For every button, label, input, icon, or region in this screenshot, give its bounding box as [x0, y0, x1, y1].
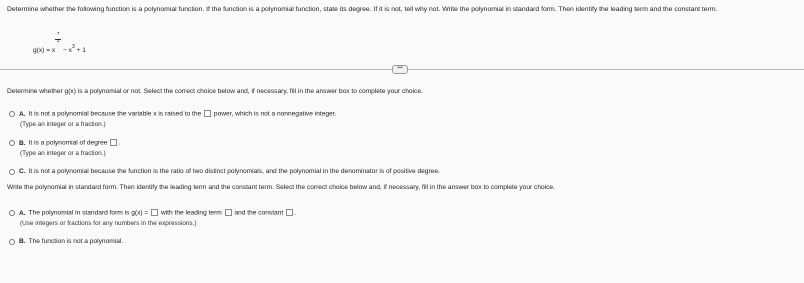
part2-option-a[interactable] — [19, 209, 296, 217]
option-text-after: power, which is not a nonnegative integer. — [213, 110, 337, 118]
part2-option-b-radio[interactable] — [9, 239, 15, 245]
part1-option-c[interactable] — [19, 168, 440, 175]
part1-option-b-radio[interactable] — [9, 140, 15, 146]
option-letter: A. — [19, 209, 26, 217]
option-text-after: . — [118, 139, 121, 147]
part2-option-b[interactable] — [19, 238, 123, 245]
constant-term-answer-box[interactable] — [286, 209, 293, 216]
option-text: It is not a polynomial because the variable x is raised to the — [28, 110, 202, 118]
option-text-end: . — [294, 209, 296, 217]
part2-option-a-hint: (Use integers or fractions for any numbers in the expressions.) — [20, 220, 197, 227]
part1-option-b-hint: (Type an integer or a fraction.) — [20, 150, 106, 157]
function-expression — [33, 32, 86, 54]
part1-option-a-radio[interactable] — [9, 111, 15, 117]
option-text: It is not a polynomial because the function is the ratio of two distinct polynomials, and the polynomial in the denominator is of positive degree. — [28, 168, 440, 175]
option-letter: A. — [19, 110, 26, 118]
part1-option-a[interactable] — [19, 110, 336, 118]
option-text: The polynomial in standard form is g(x) = — [28, 209, 149, 217]
function-tail: + 1 — [74, 47, 86, 54]
option-letter: B. — [19, 139, 26, 147]
standard-form-answer-box[interactable] — [151, 209, 158, 216]
option-text: It is a polynomial of degree — [28, 139, 108, 147]
part1-option-b[interactable] — [19, 139, 120, 147]
exponent-numerator: 7 — [56, 32, 60, 37]
leading-term-answer-box[interactable] — [225, 209, 232, 216]
fractional-exponent — [55, 32, 61, 46]
exponent-answer-box[interactable] — [204, 110, 211, 117]
option-text: The function is not a polynomial. — [28, 238, 124, 245]
option-text-leading: with the leading term — [160, 209, 222, 217]
part2-prompt: Write the polynomial in standard form. Then identify the leading term and the constant term. Select the correct choice below and, if necessary, fill in the answer box to complete your choice. — [7, 184, 555, 191]
part1-option-c-radio[interactable] — [9, 169, 15, 175]
function-lhs: g(x) = x — [33, 47, 56, 54]
question-intro: Determine whether the following function is a polynomial function. If the function is a polynomial function, state its degree. If it is not, tell why not. Write the polynomial in standard form. Then identify the leading term and the constant term. — [7, 6, 718, 13]
part2-option-a-radio[interactable] — [9, 210, 15, 216]
option-letter: C. — [19, 168, 26, 175]
part1-option-a-hint: (Type an integer or a fraction.) — [20, 121, 106, 128]
part1-prompt: Determine whether g(x) is a polynomial or not. Select the correct choice below and, if necessary, fill in the answer box to complete your choice. — [7, 88, 423, 95]
option-letter: B. — [19, 238, 26, 245]
degree-answer-box[interactable] — [110, 139, 117, 146]
exponent-denominator: 2 — [56, 39, 60, 44]
function-middle: − x — [61, 47, 72, 54]
cubic-exponent: 3 — [71, 44, 75, 50]
expand-more-button[interactable]: ••• — [392, 65, 408, 74]
option-text-constant: and the constant — [234, 209, 284, 217]
